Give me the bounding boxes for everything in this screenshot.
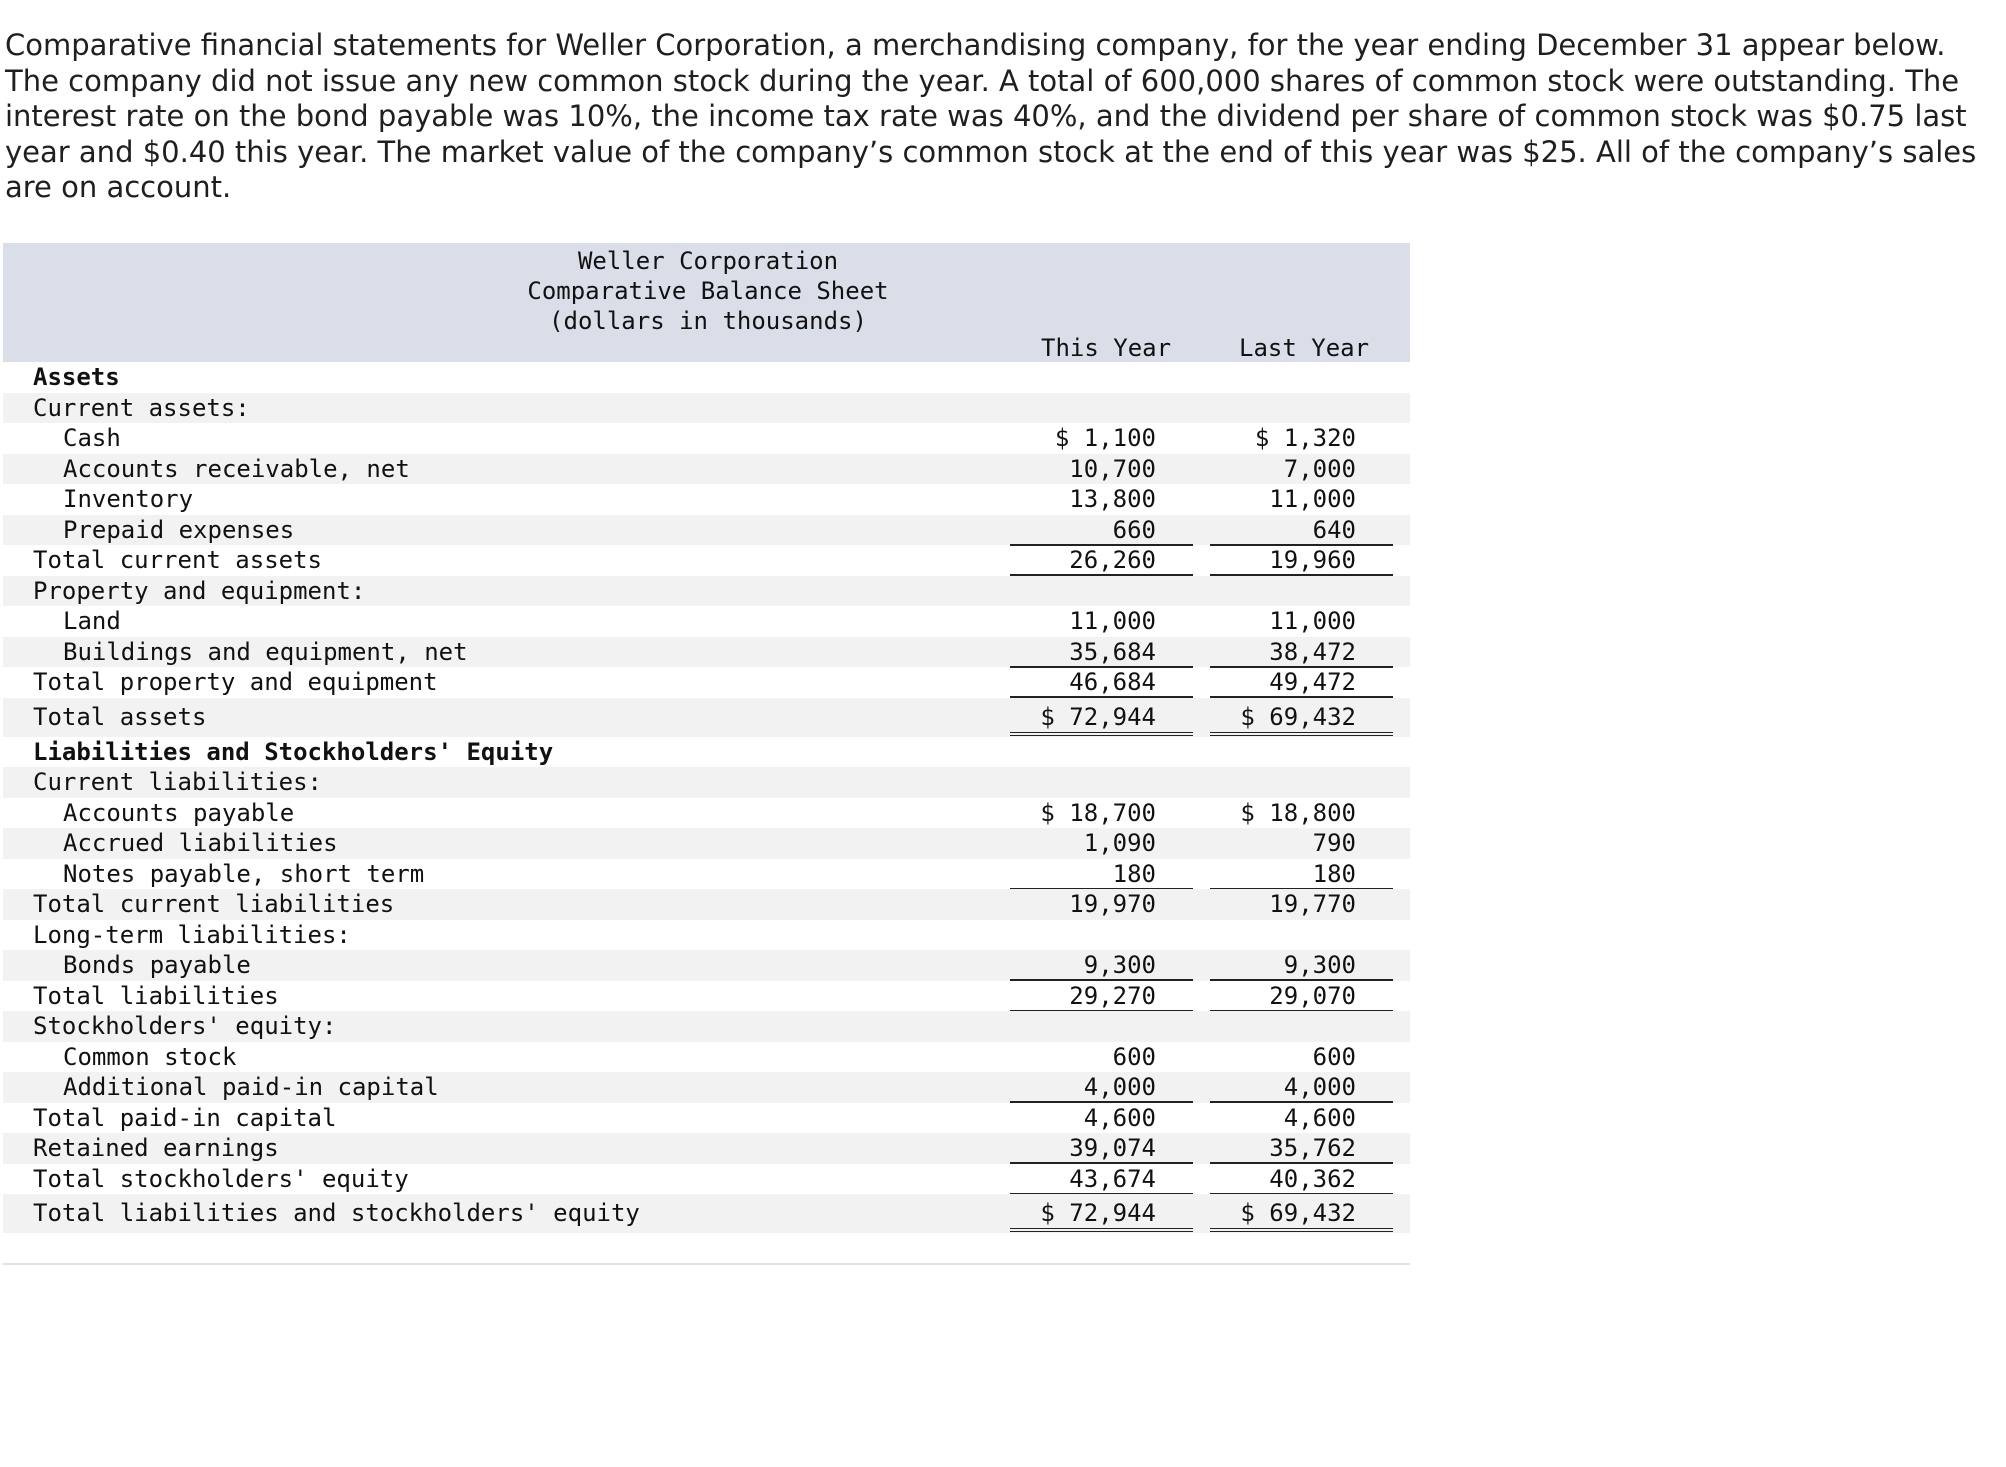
row-label: Total current liabilities bbox=[33, 890, 395, 918]
total-row bbox=[3, 1103, 1410, 1134]
row-label: Property and equipment: bbox=[33, 576, 366, 605]
row-label: Liabilities and Stockholders' Equity bbox=[33, 737, 554, 766]
row-label: Total liabilities and stockholders' equity bbox=[33, 1199, 640, 1227]
value-this-year: 660 bbox=[1112, 515, 1156, 544]
value-last-year: 19,960 bbox=[1269, 546, 1356, 574]
subsection-heading bbox=[3, 767, 1410, 798]
table-header bbox=[3, 243, 1410, 362]
row-label: Additional paid-in capital bbox=[63, 1073, 439, 1101]
value-last-year: $ 1,320 bbox=[1254, 424, 1356, 452]
value-this-year: $ 18,700 bbox=[1040, 798, 1156, 827]
row-label: Total current assets bbox=[33, 546, 322, 574]
double-total-rule bbox=[1210, 1228, 1393, 1232]
value-this-year: 1,090 bbox=[1083, 829, 1156, 857]
table-row bbox=[3, 859, 1410, 890]
value-this-year: $ 72,944 bbox=[1040, 1199, 1156, 1227]
double-total-rule bbox=[1010, 732, 1193, 736]
value-last-year: 40,362 bbox=[1269, 1164, 1356, 1193]
row-label: Land bbox=[63, 607, 121, 635]
grand-total-row bbox=[3, 1194, 1410, 1233]
table-row bbox=[3, 1042, 1410, 1073]
problem-description: Comparative financial statements for Weller Corporation, a merchandising company, for the year ending December 31 appear below. The company did not issue any new common stock during the year. A total of 600,000 shares of common stock were outstanding. The interest rate on the bond payable was 10%, the income tax rate was 40%, and the dividend per share of common stock was $0.75 last year and $0.40 this year. The market value of the company’s common stock at the end of this year was $25. All of the company’s sales are on account. bbox=[5, 28, 1977, 204]
value-this-year: 600 bbox=[1112, 1042, 1156, 1071]
grand-total-row bbox=[3, 698, 1410, 737]
row-label: Accounts payable bbox=[63, 798, 295, 827]
table-row bbox=[3, 1133, 1410, 1164]
value-this-year: 9,300 bbox=[1083, 951, 1156, 979]
value-last-year: 11,000 bbox=[1269, 607, 1356, 635]
value-this-year: 180 bbox=[1112, 859, 1156, 888]
value-last-year: 7,000 bbox=[1283, 454, 1356, 483]
column-header-last-year: Last Year bbox=[1239, 334, 1370, 362]
row-label: Total stockholders' equity bbox=[33, 1164, 409, 1193]
table-row bbox=[3, 606, 1410, 637]
table-row bbox=[3, 1072, 1410, 1103]
balance-sheet-table bbox=[3, 243, 1410, 1265]
table-row bbox=[3, 484, 1410, 515]
row-label: Prepaid expenses bbox=[63, 515, 295, 544]
value-last-year: 4,000 bbox=[1283, 1073, 1356, 1101]
row-label: Inventory bbox=[63, 485, 194, 513]
value-last-year: 11,000 bbox=[1269, 485, 1356, 513]
row-label: Total property and equipment bbox=[33, 668, 438, 696]
statement-title bbox=[508, 246, 908, 336]
row-label: Cash bbox=[63, 424, 121, 452]
value-last-year: $ 69,432 bbox=[1240, 1199, 1356, 1227]
row-label: Assets bbox=[33, 363, 120, 391]
section-heading-liabilities bbox=[3, 737, 1410, 768]
value-this-year: 39,074 bbox=[1069, 1134, 1156, 1162]
table-row bbox=[3, 950, 1410, 981]
row-label: Long-term liabilities: bbox=[33, 920, 351, 949]
section-heading-assets bbox=[3, 362, 1410, 393]
table-row bbox=[3, 637, 1410, 668]
subsection-heading bbox=[3, 920, 1410, 951]
value-this-year: 11,000 bbox=[1069, 607, 1156, 635]
value-last-year: $ 69,432 bbox=[1240, 702, 1356, 731]
row-label: Accrued liabilities bbox=[63, 829, 338, 857]
subsection-heading bbox=[3, 576, 1410, 607]
value-this-year: 10,700 bbox=[1069, 454, 1156, 483]
row-label: Retained earnings bbox=[33, 1134, 279, 1162]
value-this-year: 29,270 bbox=[1069, 981, 1156, 1010]
statement-units: (dollars in thousands) bbox=[549, 307, 867, 335]
table-row bbox=[3, 454, 1410, 485]
table-footer bbox=[3, 1233, 1410, 1265]
double-total-rule bbox=[1010, 1228, 1193, 1232]
table-bottom-border bbox=[3, 1263, 1410, 1265]
subsection-heading bbox=[3, 1011, 1410, 1042]
value-this-year: 26,260 bbox=[1069, 546, 1156, 574]
total-row bbox=[3, 889, 1410, 920]
value-this-year: $ 72,944 bbox=[1040, 702, 1156, 731]
total-row bbox=[3, 545, 1410, 576]
row-label: Total assets bbox=[33, 702, 207, 731]
column-header-this-year: This Year bbox=[1041, 334, 1172, 362]
row-label: Total paid-in capital bbox=[33, 1103, 337, 1132]
value-last-year: 180 bbox=[1312, 859, 1356, 888]
value-last-year: 640 bbox=[1312, 515, 1356, 544]
row-label: Current assets: bbox=[33, 393, 250, 422]
total-row bbox=[3, 1164, 1410, 1195]
value-this-year: 35,684 bbox=[1069, 637, 1156, 666]
value-this-year: 13,800 bbox=[1069, 485, 1156, 513]
double-total-rule bbox=[1210, 732, 1393, 736]
row-label: Bonds payable bbox=[63, 951, 251, 979]
row-label: Notes payable, short term bbox=[63, 859, 425, 888]
value-last-year: 49,472 bbox=[1269, 668, 1356, 696]
value-this-year: 4,000 bbox=[1083, 1073, 1156, 1101]
value-last-year: $ 18,800 bbox=[1240, 798, 1356, 827]
row-label: Stockholders' equity: bbox=[33, 1012, 337, 1040]
table-row bbox=[3, 798, 1410, 829]
value-this-year: 19,970 bbox=[1069, 890, 1156, 918]
table-row bbox=[3, 423, 1410, 454]
value-last-year: 29,070 bbox=[1269, 981, 1356, 1010]
value-this-year: 4,600 bbox=[1083, 1103, 1156, 1132]
total-row bbox=[3, 667, 1410, 698]
table-row bbox=[3, 828, 1410, 859]
value-last-year: 19,770 bbox=[1269, 890, 1356, 918]
value-last-year: 790 bbox=[1312, 829, 1356, 857]
total-row bbox=[3, 981, 1410, 1012]
value-last-year: 600 bbox=[1312, 1042, 1356, 1071]
value-this-year: 46,684 bbox=[1069, 668, 1156, 696]
table-row bbox=[3, 515, 1410, 546]
value-this-year: $ 1,100 bbox=[1054, 424, 1156, 452]
value-this-year: 43,674 bbox=[1069, 1164, 1156, 1193]
row-label: Accounts receivable, net bbox=[63, 454, 410, 483]
subsection-heading bbox=[3, 393, 1410, 424]
value-last-year: 38,472 bbox=[1269, 637, 1356, 666]
row-label: Total liabilities bbox=[33, 981, 279, 1010]
row-label: Common stock bbox=[63, 1042, 237, 1071]
row-label: Buildings and equipment, net bbox=[63, 637, 468, 666]
value-last-year: 9,300 bbox=[1283, 951, 1356, 979]
value-last-year: 4,600 bbox=[1283, 1103, 1356, 1132]
value-last-year: 35,762 bbox=[1269, 1134, 1356, 1162]
statement-name: Comparative Balance Sheet bbox=[527, 277, 889, 305]
row-label: Current liabilities: bbox=[33, 768, 322, 796]
company-name: Weller Corporation bbox=[577, 247, 839, 275]
